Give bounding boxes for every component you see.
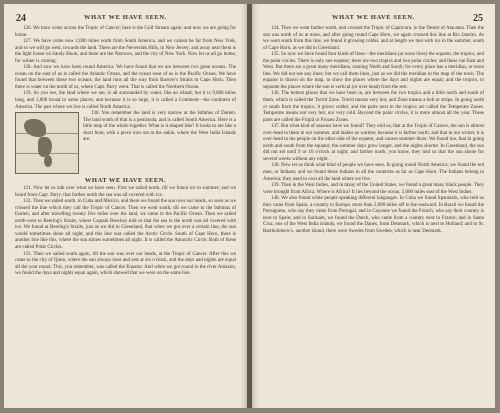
running-head-right: WHAT WE HAVE SEEN. (332, 14, 415, 21)
page-number-right: 25 (473, 13, 483, 24)
running-head-left: WHAT WE HAVE SEEN. (84, 14, 167, 21)
paragraph-140: 140. We also found white people speaking different languages. In Cuba we found Spaniards, who told us they came from Spain, a country in Europe, more than 3,000 miles off to the eastward. In Brazil we found the Portuguese, who say they came from Portugal, and in Cayenne we found the French, who say their country is next to Spain; and in Surinam, we found the Dutch, who came from a country next to France; and in Santa Cruz, one of the West India islands, we found the Danes, from Denmark, which is next to Holland; and in St. Bartholomew's, another island, there were Swedes from Sweden, which is near Denmark. (263, 196, 484, 234)
paragraph-136: 136. The hottest places that we have been in, are between the two tropics and a little north and south of them, which is called the Torrid Zone. Torrid means very hot, and Zone means a belt or stripe. In going north or south from the tropics, it grows colder, and the parts next to the tropics are called the Temperate Zones. Temperate means not very hot, nor very cold. Beyond the polar circles, it is more almost all the year. These parts are called the Frigid or Frozen Zones. (263, 91, 484, 123)
paragraph-128: 128. And now we have been round America. We have found that we are between two great oceans. The ocean on the east of us is called the Atlantic Ocean, and the ocean west of us is the Pacific Ocean. We have found that between these two oceans, the land runs all the way from Barrow's Straits to Cape Horn. Then there is water on the north of us, where Capt. Parry went. That is called the Northern Ocean. (15, 65, 236, 90)
paragraph-134: 134. Then we went farther south, and crossed the Tropic of Capricorn, in the Desert of Atacama. Then the sun was north of us at noon, and after going round Cape Horn, we again crossed this line at Rio Janeiro. As we went south from this line, we found it growing colder, and at length we met with ice in the summer, south of Cape Horn, as we did in Greenland. (263, 26, 484, 51)
section-title: WHAT WE HAVE SEEN. (84, 177, 167, 185)
americas-map-illustration (15, 112, 79, 174)
paragraph-135: 135. So now we have found four kinds of lines—the meridians (or noon lines) the equator, the tropics, and the polar circles. There is only one equator; there are two tropics and two polar circles; and these run East and West. But there are a great many meridians, running North and South; for every place has a meridian, or noon line. We did not see any lines; but we call them lines, just as we did the meridian in the map of the town. The equator is drawn on the map, to show the places where the days and nights are equal; and the tropics, to separate the places where the sun is vertical (or over head) from the rest. (263, 52, 484, 90)
paragraph-130-with-map (15, 111, 236, 174)
paragraph-131: 131. Now let us talk over what we have seen. First we sailed north, till we found ice in summer; and we heard from Capt. Parry, that farther north the sea was all covered with ice. (15, 186, 236, 198)
left-page (4, 4, 247, 408)
paragraph-133: 133. Then we sailed south again, till the sun was over our heads, at the Tropic of Cancer. After this we came to the city of Quito, where the sun always rises and sets at six o'clock, and the days and nights are equal all the year round. This, you remember, was called the Equator. And when we got round to the river Amazon, we found the days and nights equal again, which showed that we were on the same line. (15, 251, 236, 277)
right-page (252, 4, 495, 408)
paragraph-130: 130. You remember the land is very narrow at the Isthmus of Darien. The land south of that is a peninsula, and is called South America. Here is a little map of the whole together. What is it shaped like? It looks to me like a short boot, with a piece torn out at the ankle, where the West India Islands are. (83, 111, 236, 143)
page-number-left: 24 (16, 13, 26, 24)
paragraph-127: 127. We have come now 2,000 miles north from South America, and we cannot be far from New York, and so we will go west, towards the land. There are the Neversink Hills, in New Jersey; and away near them is the light house on Sandy Hook; and there are the Narrows, and the city of New York. Now let us all go home, for winter is coming. (15, 39, 236, 64)
paragraph-132: 132. Then we sailed south, to Cuba and Mexico, and there we found the sun over our heads, so soon as we crossed the line which they call the Tropic of Cancer. Then we went south, till we came to the Isthmus of Darien; and after travelling twenty five miles over the land, we came to the Pacific Ocean. Then we sailed north-west to Beering's Straits, where Captain Beechey told us that the sea to the north was all covered with ice. We found at Beering's Straits, just as we did in Greenland, that when we got over a certain line, the sun would sometimes shine all night, and this line was called the Arctic Circle. South of Cape Horn, there is another line like this, where the sun shines sometimes all night. It is called the Antarctic Circle. Both of these are called Polar Circles. (15, 199, 236, 251)
paragraph-129: 129. So you see, the land where we are, is all surrounded by water, like an island; but it is 9,000 miles long, and 3,000 broad in some places; and because it is so large, it is called a Continent—the continent of America. The part where we live is called North America. (15, 91, 236, 110)
paragraph-138: 138. Now let us think what kind of people we have seen. In going round North America, we found the red men, or Indians; and we found these Indians in all the countries as far as Cape Horn. The Indians belong in America; they used to own all the land where we live. (263, 163, 484, 182)
paragraph-137: 137. But what kind of seasons have we found? They told us, that at the Tropic of Cancer, the sun is almost over-head to them in our summer, and makes us warmer, because it is farther north; and that in our winter, it is over-head to the people on the other side of the equator, and causes summer there. We found too, that in going north and south from the equator, the summer days grew longer, and the nights shorter. In Greenland, the sun did not set until 9 or 10 o'clock at night; and farther north, you know, they told us that the sun shone for several weeks without any night. (263, 124, 484, 162)
paragraph-126: 126. We have come across the Tropic of Cancer; here is the Gulf Stream again; and now we are going for home. (15, 26, 236, 38)
paragraph-139: 139. Then in the West Indies, and in many of the United States, we found a great many black people. They were brought from Africa. Where is Africa? It lies beyond the ocean, 3,000 miles east of the West Indies. (263, 183, 484, 195)
